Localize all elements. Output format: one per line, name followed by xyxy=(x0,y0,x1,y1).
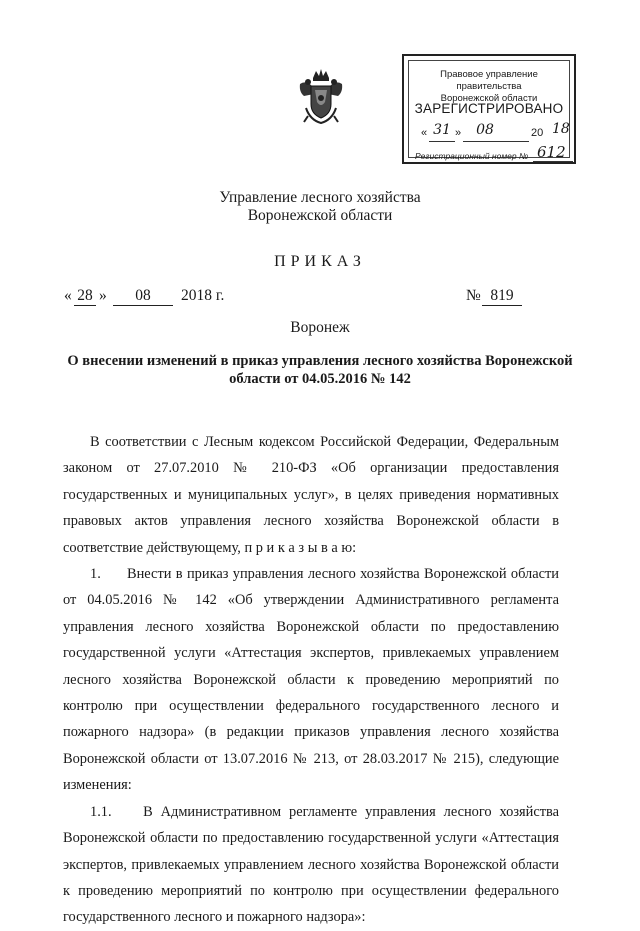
stamp-org xyxy=(409,69,569,105)
stamp-day: 31 xyxy=(433,122,451,138)
document-body xyxy=(63,429,559,931)
heading-line2: области от 04.05.2016 № 142 xyxy=(229,371,411,387)
stamp-day-underline xyxy=(429,141,455,142)
stamp-year-prefix: 20 xyxy=(531,127,544,139)
date-year: 2018 г. xyxy=(181,287,225,304)
body-paragraph-2: 1. Внести в приказ управления лесного хозяйства Воронежской области от 04.05.2016 № 142 «Об утверждении Административного регламента управления лесного хозяйства Воронежской области по предоставлению государственной услуги «Аттестация экспертов, привлекаемых управлением лесного хозяйства Воронежской области к проведению мероприятий по контролю при осуществлении федерального государственного лесного и пожарного надзора» (в редакции приказов управления лесного хозяйства Воронежской области от 13.07.2016 № 213, от 28.03.2017 № 215), следующие изменения: xyxy=(63,566,559,794)
date-number-line xyxy=(0,287,640,307)
stamp-registered: ЗАРЕГИСТРИРОВАНО xyxy=(414,101,564,116)
date-quote-open: « xyxy=(64,287,72,304)
order-number: 819 xyxy=(482,287,522,306)
stamp-reg-number-underline xyxy=(533,161,573,162)
document-heading xyxy=(40,352,600,388)
stamp-org-line2: Воронежской области xyxy=(440,93,538,104)
stamp-inner-frame xyxy=(408,60,570,161)
date-day: 28 xyxy=(74,287,96,306)
stamp-month: 08 xyxy=(476,122,494,138)
city-name: Воронеж xyxy=(290,319,350,336)
coat-of-arms-emblem xyxy=(296,68,346,126)
stamp-quote-close: » xyxy=(455,127,462,139)
stamp-quote-open: « xyxy=(421,127,428,139)
stamp-reg-number-label: Регистрационный номер № xyxy=(415,151,529,161)
order-number-prefix: № xyxy=(466,287,481,304)
stamp-org-line1: Правовое управление правительства xyxy=(440,69,538,92)
org-name-line2: Воронежской области xyxy=(247,207,393,224)
stamp-date xyxy=(419,121,570,141)
date-quote-close: » xyxy=(99,287,107,304)
heading-line1: О внесении изменений в приказ управления лесного хозяйства Воронежской xyxy=(67,353,573,369)
body-paragraph-1: В соответствии с Лесным кодексом Российской Федерации, Федеральным законом от 27.07.2010 № 210-ФЗ «Об организации предоставления государственных и муниципальных услуг», в целях приведения нормативных правовых актов управления лесного хозяйства Воронежской области в соответствие действующему, п р и к а з ы в а ю: xyxy=(63,434,559,556)
registration-stamp xyxy=(402,54,576,164)
stamp-reg-number-value: 612 xyxy=(537,143,566,161)
body-paragraph-3: 1.1. В Административном регламенте управления лесного хозяйства Воронежской области по предоставлению государственной услуги «Аттестация экспертов, привлекаемых управлением лесного хозяйства Воронежской области к проведению мероприятий по контролю при осуществлении федерального государственного лесного и пожарного надзора»: xyxy=(63,803,559,926)
stamp-month-underline xyxy=(463,141,529,142)
stamp-reg-number xyxy=(415,143,566,163)
stamp-year-suffix: 18 xyxy=(552,121,570,137)
org-name-line1: Управление лесного хозяйства xyxy=(219,189,421,206)
date-month: 08 xyxy=(113,287,173,306)
doc-type-title: ПРИКАЗ xyxy=(274,253,366,270)
